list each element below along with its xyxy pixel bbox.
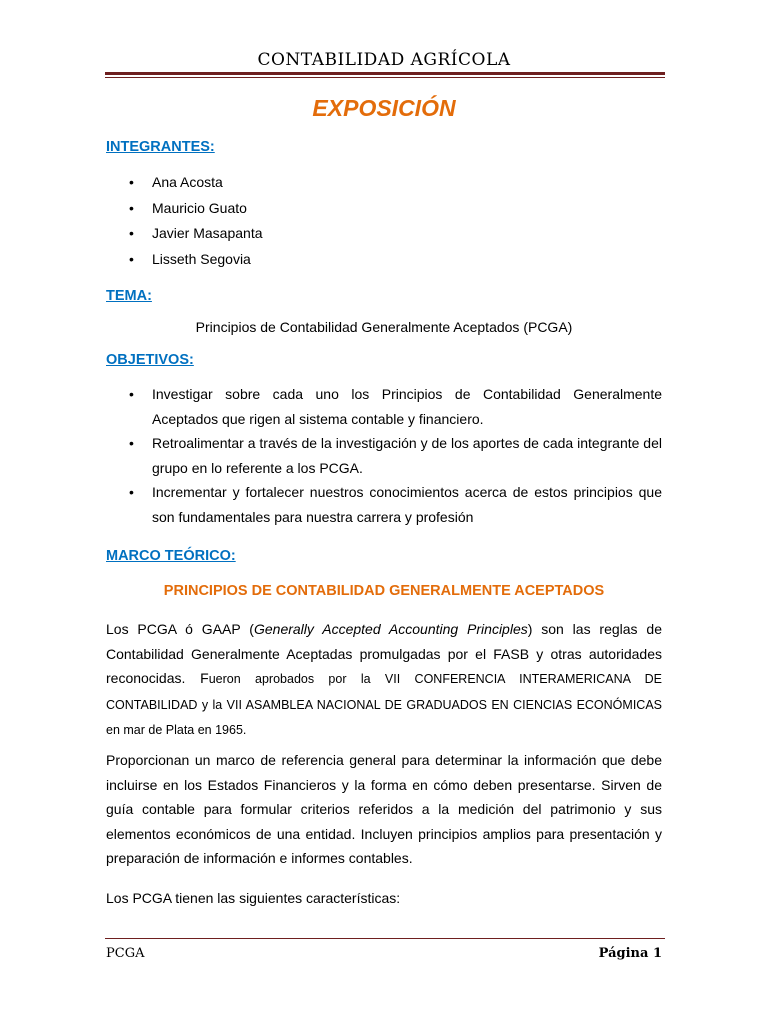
footer-left: PCGA <box>106 946 145 961</box>
list-item: • Lisseth Segovia <box>106 249 662 275</box>
header-rule-thin <box>105 77 665 78</box>
list-item: • Mauricio Guato <box>106 198 662 224</box>
framework-heading: MARCO TEÓRICO: <box>106 548 236 564</box>
list-item: • Investigar sobre cada uno los Principios de Contabilidad Generalmente Aceptados que rigen al sistema contable y financiero. <box>106 382 662 431</box>
footer-rule <box>105 938 665 939</box>
members-heading: INTEGRANTES: <box>106 139 215 155</box>
header-title: CONTABILIDAD AGRÍCOLA <box>257 50 511 70</box>
framework-subtitle: PRINCIPIOS DE CONTABILIDAD GENERALMENTE ACEPTADOS <box>163 583 605 599</box>
header-rule-thick <box>105 72 665 75</box>
main-title: EXPOSICIÓN <box>312 95 456 121</box>
list-item: • Ana Acosta <box>106 172 662 198</box>
footer-page-number: Página 1 <box>598 946 662 961</box>
p1-text-a: Los PCGA ó GAAP ( <box>106 621 254 637</box>
list-item: • Retroalimentar a través de la investigación y de los aportes de cada integrante del grupo en lo referente a los PCGA. <box>106 431 662 480</box>
objectives-heading: OBJETIVOS: <box>106 352 194 368</box>
topic-text: Principios de Contabilidad Generalmente Aceptados (PCGA) <box>195 319 573 335</box>
p1-text-small: ueron aprobados por la VII CONFERENCIA INTERAMERICANA DE CONTABILIDAD y la VII ASAMBLEA NACIONAL DE GRADUADOS EN CIENCIAS ECONÓMICAS en mar de Plata en 1965. <box>106 672 663 737</box>
list-item: • Incrementar y fortalecer nuestros conocimientos acerca de estos principios que son fundamentales para nuestra carrera y profesión <box>106 480 662 529</box>
topic-heading: TEMA: <box>106 288 152 304</box>
objectives-list <box>106 382 662 529</box>
paragraph-3: Los PCGA tienen las siguientes características: <box>106 890 401 906</box>
paragraph-2: Proporcionan un marco de referencia general para determinar la información que debe incluirse en los Estados Financieros y la forma en cómo deben presentarse. Sirven de guía contable para formular criterios referidos a la medición del patrimonio y sus elementos económicos de una entidad. Incluyen principios amplios para presentación y preparación de información e informes contables. <box>106 752 662 866</box>
p1-text-b: ) son las reglas de Contabilidad Generalmente Aceptadas promulgadas por el FASB y otras autoridades reconocidas. F <box>106 621 662 686</box>
p1-italic: Generally Accepted Accounting Principles <box>253 621 528 637</box>
list-item: • Javier Masapanta <box>106 223 662 249</box>
members-list <box>106 172 662 274</box>
paragraph-1 <box>106 617 662 743</box>
